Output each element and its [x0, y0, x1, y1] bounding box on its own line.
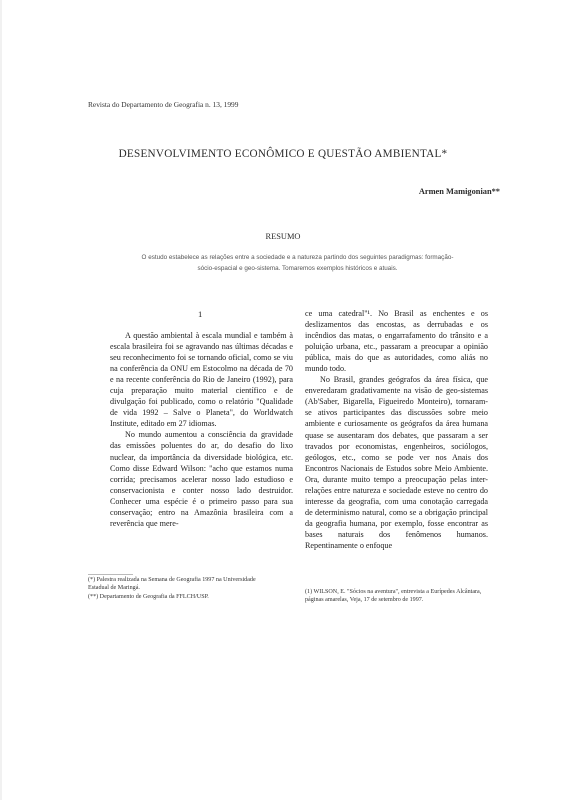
abstract-heading: RESUMO [265, 232, 301, 241]
paragraph: A questão ambiental à escala mundial e também à escala brasileira foi se agravando nas últimas décadas e seu reconhecimento foi se tornando oficial, como se viu na conferência da ONU em Estocolmo na década de 70 e na recente conferência do Rio de Janeiro (1992), para cuja preparação muito material científico e de divulgação foi publicado, como o relatório "Qualidade de vida 1992 – Salve o Planeta", do Worldwatch Institute, editado em 27 idiomas. [110, 331, 293, 429]
footnote: (**) Departamento de Geografia da FFLCH/USP. [88, 593, 209, 600]
footnotes-right [305, 588, 493, 605]
footnotes-left [88, 576, 276, 601]
footnote: (1) WILSON, E. "Sócios na aventura", entrevista a Eurípedes Alcântara, páginas amarelas, Veja, 17 de setembro de 1997. [305, 589, 482, 604]
abstract-text: O estudo estabelece as relações entre a sociedade e a natureza partindo dos seguintes paradigmas: formação-sócio-espacial e geo-sistema. Tomaremos exemplos históricos e atuais. [141, 254, 454, 272]
left-column [110, 330, 293, 529]
footnote: (*) Palestra realizada na Semana de Geografia 1997 na Universidade Estadual de Maringá. [88, 577, 256, 592]
right-column [305, 308, 488, 551]
section-number: 1 [198, 309, 203, 319]
paragraph: No Brasil, grandes geógrafos da área física, que enveredaram gradativamente na visão de geo-sistemas (Ab'Saber, Bigarella, Figueiredo Monteiro), tornaram-se ativos participantes das discussões sobre meio ambiente e curiosamente os geógrafos da área humana quase se ausentaram dos debates, que passaram a ser travados por economistas, engenheiros, sociólogos, geólogos, etc., como se pode ver nos Anais dos Encontros Nacionais de Estudos sobre Meio Ambiente. Ora, durante muito tempo a preocupação pelas inter-relações entre natureza e sociedade esteve no centro do interesse da geografia, com uma conotação carregada de determinismo natural, como se a obrigação principal da geografia humana, por exemplo, fosse encontrar as bases naturais dos fenômenos humanos. Repentinamente o enfoque [305, 375, 488, 550]
article-title: DESENVOLVIMENTO ECONÔMICO E QUESTÃO AMBIENTAL* [118, 148, 448, 160]
scan-edge [0, 0, 2, 800]
paragraph-continuation: ce uma catedral"¹. No Brasil as enchentes e os deslizamentos das encostas, as derrubadas e os incêndios das matas, o engarrafamento do trânsito e a poluição urbana, etc., passaram a preocupar a opinião pública, mais do que as autoridades, como aliás no mundo todo. [305, 309, 488, 374]
journal-header: Revista do Departamento de Geografia n. 13, 1999 [88, 100, 239, 109]
author-name: Armen Mamigonian** [418, 187, 500, 196]
footnote-divider [88, 574, 133, 575]
paragraph: No mundo aumentou a consciência da gravidade das emissões poluentes do ar, do desafio do lixo nuclear, da importância da diversidade biológica, etc. Como disse Edward Wilson: "acho que estamos numa corrida; precisamos acelerar nosso lado estudioso e conservacionista e conter nosso lado destruidor. Conhecer uma espécie é o primeiro passo para sua conservação; entro na Amazônia brasileira com a reverência que mere- [110, 430, 293, 528]
